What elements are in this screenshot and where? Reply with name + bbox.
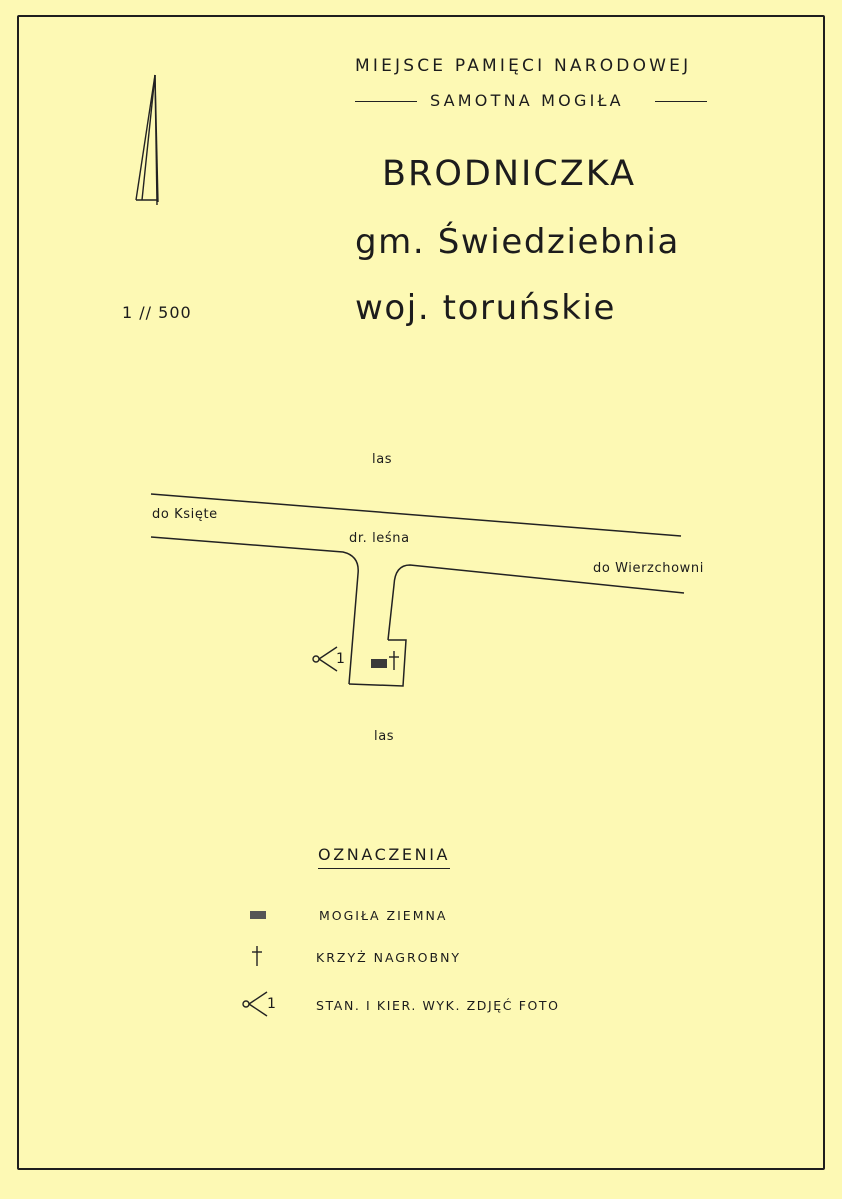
grave-marker (371, 659, 387, 668)
place-name: BRODNICZKA (382, 154, 637, 194)
legend-label-cross: KRZYŻ NAGROBNY (316, 950, 462, 965)
earth-grave-icon (250, 911, 266, 919)
header-lonely-grave: SAMOTNA MOGIŁA (430, 91, 624, 110)
photo-station-marker (313, 647, 337, 671)
legend-label-grave: MOGIŁA ZIEMNA (319, 908, 448, 923)
north-arrow-icon (136, 75, 158, 205)
commune-name: gm. Świedziebnia (355, 222, 680, 262)
forest-label-south: las (374, 729, 395, 744)
legend-title: OZNACZENIA (318, 847, 450, 869)
road-label-west: do Księte (152, 507, 218, 522)
cross-icon (252, 946, 262, 966)
photo-station-number: 1 (336, 651, 346, 667)
cross-marker (389, 651, 399, 670)
legend-photo-number: 1 (267, 996, 278, 1012)
forest-road-label: dr. leśna (349, 531, 410, 546)
photo-station-icon (243, 992, 267, 1016)
forest-label-north: las (372, 452, 393, 467)
main-road (151, 494, 684, 684)
legend-label-photo: STAN. I KIER. WYK. ZDJĘĆ FOTO (316, 998, 560, 1013)
map-scale: 1 // 500 (122, 303, 192, 322)
road-label-east: do Wierzchowni (593, 561, 704, 576)
voivodeship-name: woj. toruńskie (355, 288, 617, 328)
header-memorial-site: MIEJSCE PAMIĘCI NARODOWEJ (355, 56, 692, 76)
